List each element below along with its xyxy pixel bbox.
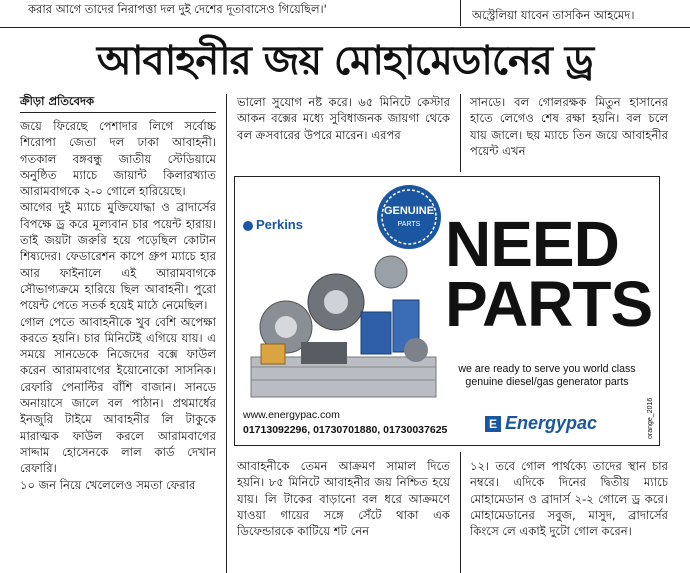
byline-rule [20,112,216,113]
energypac-advertisement [234,176,660,446]
previous-article-tail: করার আগে তাদের নিরাপত্তা দল দুই দেশের দূতাবাসেও গিয়েছিল।' [28,2,327,16]
generator-parts-image [241,232,441,407]
perkins-logo: Perkins [243,217,303,232]
energypac-icon: E [485,416,501,432]
side-article-tail: অস্ট্রেলিয়া যাবেন তাসকিন আহমেদ। [472,8,635,22]
paragraph: জয়ে ফিরেছে পেশাদার লিগে সর্বোচ্চ শিরোপা জেতা দল ঢাকা আবাহনী। গতকাল বঙ্গবন্ধু জাতীয় স্টেডিয়ামে অনুষ্ঠিত ম্যাচে জায়ান্ট কিলারখ্যাত আরামবাগকে ২-০ গোলে হারিয়েছে। [20,119,216,199]
article-column-2-top: ভালো সুযোগ নষ্ট করে। ৬৫ মিনিটে কেস্টার আকন বক্সের মধ্যে সুবিধাজনক জায়গা থেকে বল ক্রসবারের উপরে মারেন। এরপর [237,95,450,142]
perkins-icon [243,221,253,231]
paragraph: গোল পেতে আবাহনীকে খুব বেশি অপেক্ষা করতে হয়নি। চার মিনিটেই এগিয়ে যায়। এ সময়ে সানডেকে নিজেদের বক্সে ফাউল করেন আরামবাগের ইয়োনোকো সাসনিক। রেফারি পেনাল্টির বাঁশি বাজান। সানডে অনায়াসে জালে বল পাঠান। প্রথমার্ধের ইনজুরি টাইমে আবাহনীর লি টাকুকে মারাত্মক ফাউল করলে আরামবাগের সাদ্দাম হোসেনকে লাল কার্ড দেখান রেফারি। [20,314,216,476]
badge-text-top: GENUINE [383,205,435,217]
article-column-3-bottom: ১২। তবে গোল পার্থক্যে তাদের স্থান চার নম্বরে। এদিকে দিনের দ্বিতীয় ম্যাচে মোহামেডান ও ব্রাদার্স ২-২ গোলে ড্র করে। মোহামেডানের সবুজ, মাসুদ, ব্রাদার্সের কিংসে লে একাই দুটো গোল করেন। [470,459,668,539]
paragraph: আগের দুই ম্যাচে মুক্তিযোদ্ধা ও ব্রাদার্সের বিপক্ষে ড্র করে মূল্যবান চার পয়েন্ট হারায়। তাই জয়টা জরুরি হয়ে পড়েছিল কোটান শিষ্যদের। ফেডারেশন কাপে গ্রুপ ম্যাচে হার আর ফাইনালে এই আরামবাগকে সৌভাগ্যক্রমে হারিয়ে ছিল আবাহনী। পুরো পয়েন্ট পেতে সতর্ক হয়েই মাঠে নেমেছিল। [20,200,216,313]
article-column-2-bottom: আবাহনীকে তেমন আক্রমণ সামাল দিতে হয়নি। ৮৫ মিনিটে আবাহনীর জয় নিশ্চিত হয়ে যায়। লি টাকের বাড়ানো বল ধরে আক্রমণে যাওয়া গায়ের সঙ্গে সেঁটে থাকা এক ডিফেন্ডারকে কাটিয়ে শট নেন [237,459,450,539]
badge-text-bottom: PARTS [397,221,421,228]
ad-tagline: we are ready to serve you world class genuine diesel/gas generator parts [458,363,636,388]
column-divider [226,94,227,573]
article-column-1 [20,118,216,573]
ad-website: www.energypac.com [243,409,340,421]
top-rule [0,27,690,28]
paragraph: ১০ জন নিয়ে খেলেলেও সমতা ফেরার [20,477,196,492]
article-column-3-top: সানডে। বল গোলরক্ষক মিতুন হাসানের হাতে লেগেও শেষ রক্ষা হয়নি। বল চলে যায় জালে। ছয় ম্যাচে তিন জয়ে আবাহনীর পয়েন্ট এখন [470,95,668,158]
headline: আবাহনীর জয় মোহামেডানের ড্র [96,38,594,84]
ad-code: orange_2016 [647,397,654,439]
genuine-parts-badge [375,183,443,251]
column-divider [460,452,461,573]
column-divider [460,94,461,172]
byline: ক্রীড়া প্রতিবেদক [20,94,95,108]
ad-headline-parts: PARTS [445,268,653,340]
ad-headline-need: NEED [445,208,619,280]
ad-phone-numbers: 01713092296, 01730701880, 01730037625 [243,424,448,436]
energypac-logo: E Energypac [485,413,597,434]
column-divider [460,0,461,26]
